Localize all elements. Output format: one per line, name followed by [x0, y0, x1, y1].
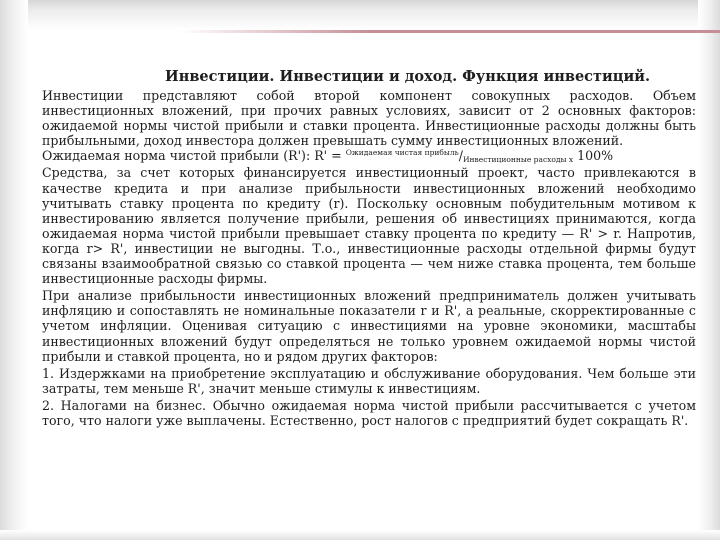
- list-item-taxes: 2. Налогами на бизнес. Обычно ожидаемая норма чистой прибыли рассчитывается с учетом того, что налоги уже выплачены. Естественно, рост налогов с предприятий будет сокращать R'.: [42, 397, 696, 428]
- formula-denominator: Инвестиционные расходы х: [463, 155, 574, 165]
- formula-numerator: Ожидаемая чистая прибыль: [345, 148, 459, 158]
- formula-line: [42, 148, 696, 165]
- formula-tail: 100%: [573, 148, 614, 164]
- slide-frame-top: [0, 0, 720, 30]
- slide-frame-bottom: [0, 530, 720, 540]
- formula-lead: Ожидаемая норма чистой прибыли (R'): R' =: [42, 148, 346, 164]
- slide-title: Инвестиции. Инвестиции и доход. Функция инвестиций.: [165, 68, 651, 85]
- paragraph-inflation: При анализе прибыльности инвестиционных вложений предприниматель должен учитывать инфляцию и сопоставлять не номинальные показатели r и R', а реальные, скорректированные с учетом инфляции. Оценивая ситуацию с инвестициями на уровне экономики, масштабы инвестиционных вложений будут определяться не только уровнем ожидаемой нормы чистой прибыли и ставкой процента, но и рядом других факторов:: [42, 288, 696, 364]
- paragraph-intro: Инвестиции представляют собой второй компонент совокупных расходов. Объем инвестиционных вложений, при прочих равных условиях, зависит от 2 основных факторов: ожидаемой нормы чистой прибыли и ставки процента. Инвестиционные расходы должны быть прибыльными, доход инвестора должен превышать сумму инвестиционных вложений.: [42, 88, 696, 149]
- paragraph-credit: Средства, за счет которых финансируется инвестиционный проект, часто привлекаются в качестве кредита и при анализе прибыльности инвестиционных вложений необходимо учитывать ставку процента по кредиту (r). Поскольку основным побудительным мотивом к инвестированию является получение прибыли, решения об инвестициях принимаются, когда ожидаемая норма чистой прибыли превышает ставку процента по кредиту — R' > r. Напротив, когда r> R', инвестиции не выгодны. Т.о., инвестиционные расходы отдельной фирмы будут связаны взаимообратной связью со ставкой процента — чем ниже ставка процента, тем больше инвестиционные расходы фирмы.: [42, 165, 696, 287]
- slide-frame-left: [0, 0, 28, 540]
- accent-line: [180, 30, 720, 33]
- formula-slash: /: [458, 148, 463, 164]
- list-item-costs: 1. Издержками на приобретение эксплуатацию и обслуживание оборудования. Чем больше эти затраты, тем меньше R', значит меньше стимулы к инвестициям.: [42, 365, 696, 396]
- slide-body: [42, 88, 696, 428]
